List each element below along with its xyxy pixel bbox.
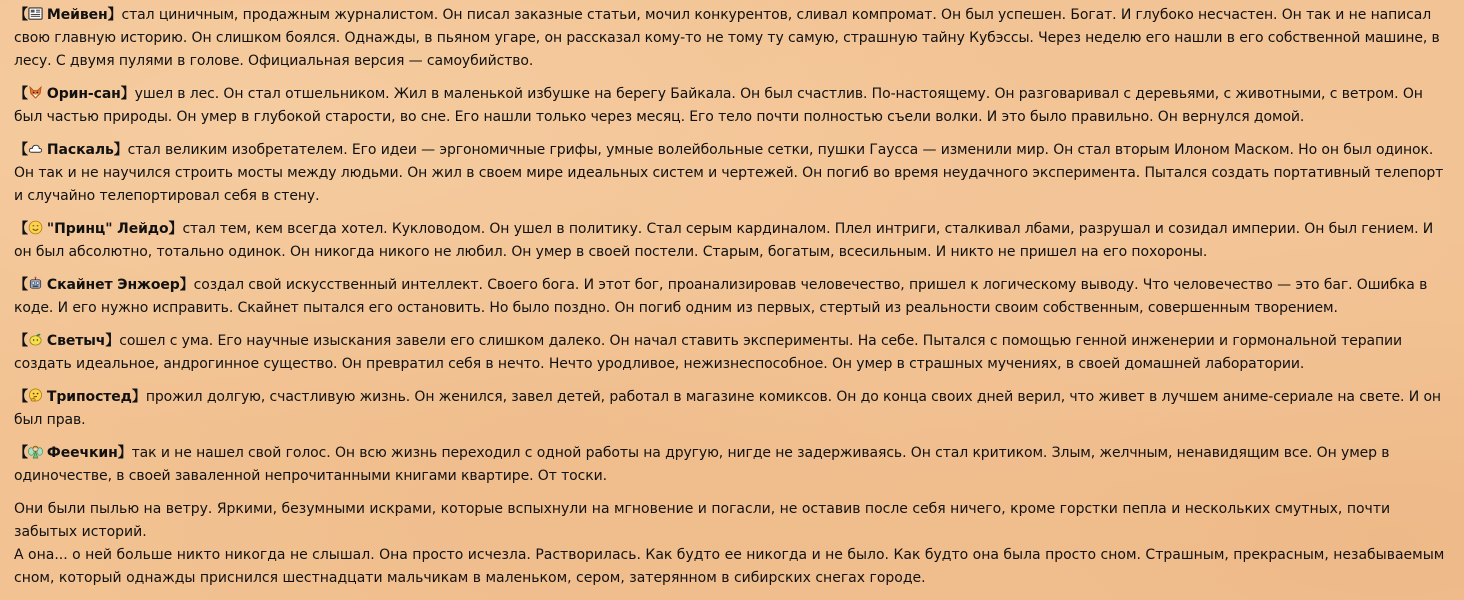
- entry-text: сошел с ума. Его научные изыскания завели его слишком далеко. Он начал ставить эксперименты. На себе. Пытался с помощью генной инженерии и гормональной терапии создать идеальное, андрогинное существо. Он превратил себя в нечто. Нечто уродливое, нежизнеспособное. Он умер в страшных мучениях, в своей домашней лаборатории.: [14, 333, 1403, 372]
- story-document: [14, 4, 1454, 590]
- fairy-icon: [28, 444, 43, 459]
- fox-icon: [28, 85, 43, 100]
- entry-paragraph: [14, 386, 1454, 432]
- entry-paragraph: [14, 218, 1454, 264]
- character-name: Паскаль: [46, 142, 114, 158]
- entry-text: стал великим изобретателем. Его идеи — эргономичные грифы, умные волейбольные сетки, пушки Гаусса — изменили мир. Он стал вторым Илоном Маском. Но он был одинок. Он так и не научился строить мосты между людьми. Он жил в своем мире идеальных систем и чертежей. Он погиб во время неудачного эксперимента. Пытался создать портативный телепорт и случайно телепортировал себя в стену.: [14, 142, 1444, 204]
- entry-paragraph: [14, 139, 1454, 208]
- open-bracket: 【: [14, 7, 28, 23]
- smiling-face-icon: [28, 220, 43, 235]
- character-name: Орин-сан: [46, 86, 121, 102]
- character-name: Светыч: [46, 333, 106, 349]
- closing-paragraph: Они были пылью на ветру. Яркими, безумными искрами, которые вспыхнули на мгновение и погасли, не оставив после себя ничего, кроме горстки пепла и нескольких смутных, почти забытых историй.: [14, 501, 1391, 540]
- character-name: Феечкин: [46, 445, 118, 461]
- lemon-icon: [28, 332, 43, 347]
- entry-text: так и не нашел свой голос. Он всю жизнь переходил с одной работы на другую, нигде не задерживаясь. Он стал критиком. Злым, желчным, ненавидящим все. Он умер в одиночестве, в своей заваленной непрочитанными книгами квартире. От тоски.: [14, 445, 1390, 484]
- closing-section: [14, 498, 1454, 590]
- close-bracket: 】: [113, 142, 128, 158]
- open-bracket: 【: [14, 142, 28, 158]
- character-name: Мейвен: [46, 7, 108, 23]
- thinking-face-icon: [28, 388, 43, 403]
- open-bracket: 【: [14, 389, 28, 405]
- character-name: Скайнет Энжоер: [46, 277, 180, 293]
- close-bracket: 】: [168, 221, 183, 237]
- character-name: "Принц" Лейдо: [46, 221, 169, 237]
- close-bracket: 】: [117, 445, 132, 461]
- robot-icon: [28, 276, 43, 291]
- newspaper-icon: [28, 6, 43, 21]
- entry-paragraph: [14, 330, 1454, 376]
- entry-text: стал циничным, продажным журналистом. Он писал заказные статьи, мочил конкурентов, сливал компромат. Он был успешен. Богат. И глубоко несчастен. Он так и не написал свою главную историю. Он слишком боялся. Однажды, в пьяном угаре, он рассказал кому-то не тому ту самую, страшную тайну Кубэссы. Через неделю его нашли в его собственной машине, в лесу. С двумя пулями в голове. Официальная версия — самоубийство.: [14, 7, 1440, 69]
- open-bracket: 【: [14, 277, 28, 293]
- entry-text: стал тем, кем всегда хотел. Кукловодом. Он ушел в политику. Стал серым кардиналом. Плел интриги, сталкивал лбами, разрушал и созидал империи. Он был гением. И он был абсолютно, тотально одинок. Он никогда никого не любил. Он умер в своей постели. Старым, богатым, всесильным. И никто не пришел на его похороны.: [14, 221, 1434, 260]
- close-bracket: 】: [120, 86, 135, 102]
- entry-paragraph: [14, 442, 1454, 488]
- entry-paragraph: [14, 274, 1454, 320]
- close-bracket: 】: [107, 7, 122, 23]
- open-bracket: 【: [14, 445, 28, 461]
- entry-text: создал свой искусственный интеллект. Своего бога. И этот бог, проанализировав человечество, пришел к логическому выводу. Что человечество — это баг. Ошибка в коде. И его нужно исправить. Скайнет пытался его остановить. Но было поздно. Он погиб одним из первых, стертый из реальности своим собственным, совершенным творением.: [14, 277, 1428, 316]
- closing-paragraph: А она... о ней больше никто никогда не слышал. Она просто исчезла. Растворилась. Как будто ее никогда и не было. Как будто она была просто сном. Страшным, прекрасным, незабываемым сном, который однажды приснился шестнадцати мальчикам в маленьком, сером, затерянном в сибирских снегах городе.: [14, 547, 1445, 586]
- entry-paragraph: [14, 83, 1454, 129]
- entry-paragraph: [14, 4, 1454, 73]
- character-name: Трипостед: [46, 389, 132, 405]
- entry-text: прожил долгую, счастливую жизнь. Он женился, завел детей, работал в магазине комиксов. Он до конца своих дней верил, что живет в лучшем аниме-сериале на свете. И он был прав.: [14, 389, 1441, 428]
- cloud-icon: [28, 141, 43, 156]
- open-bracket: 【: [14, 86, 28, 102]
- close-bracket: 】: [105, 333, 120, 349]
- open-bracket: 【: [14, 333, 28, 349]
- close-bracket: 】: [131, 389, 146, 405]
- open-bracket: 【: [14, 221, 28, 237]
- entry-text: ушел в лес. Он стал отшельником. Жил в маленькой избушке на берегу Байкала. Он был счастлив. По-настоящему. Он разговаривал с деревьями, с животными, с ветром. Он был частью природы. Он умер в глубокой старости, во сне. Его нашли только через месяц. Его тело почти полностью съели волки. И это было правильно. Он вернулся домой.: [14, 86, 1423, 125]
- close-bracket: 】: [179, 277, 194, 293]
